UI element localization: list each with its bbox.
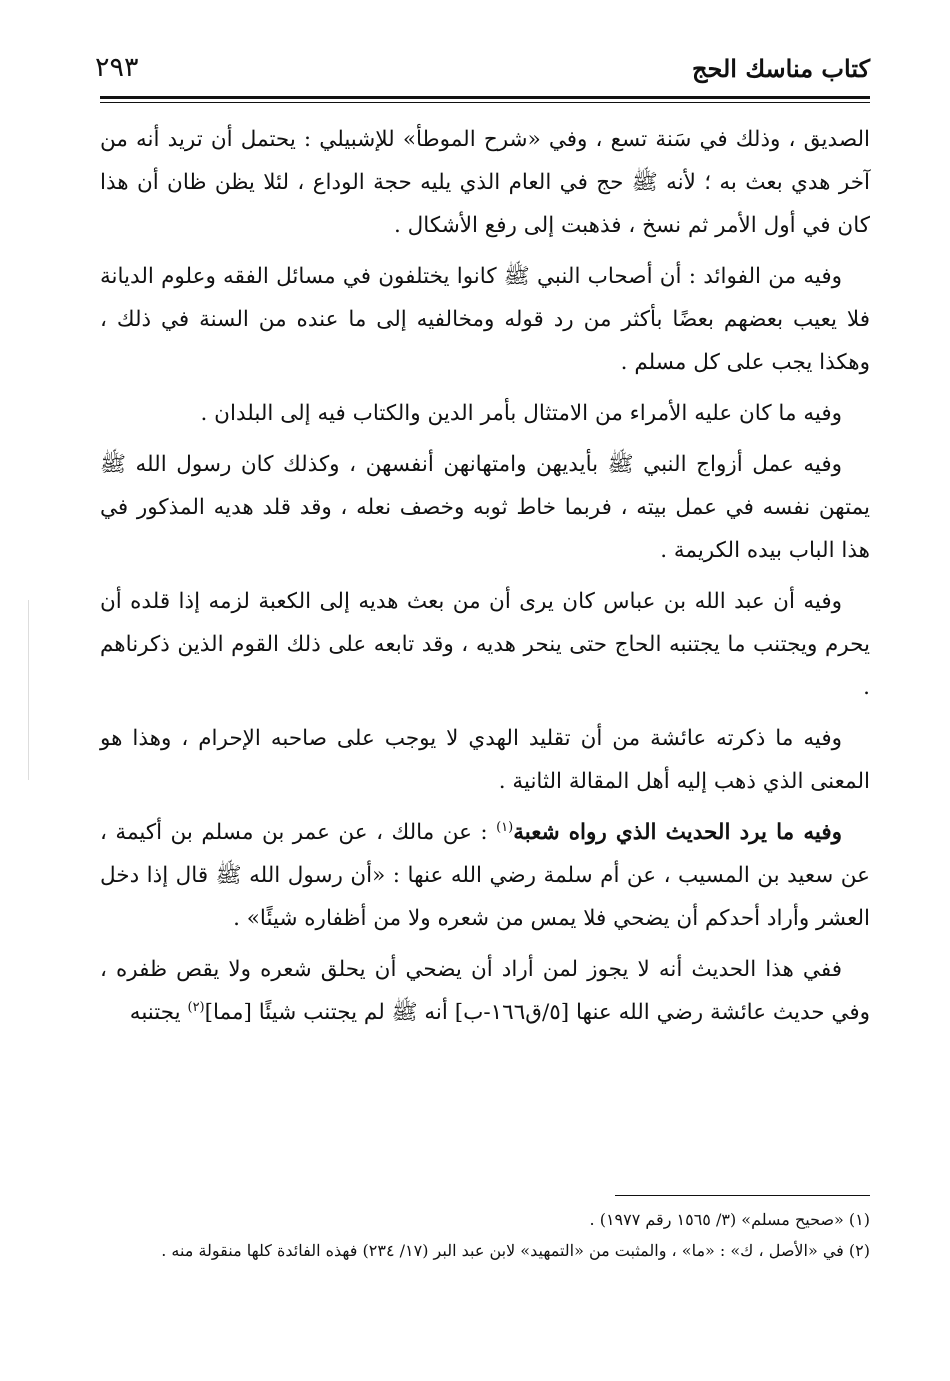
last-paragraph-text: ففي هذا الحديث أنه لا يجوز لمن أراد أن يضحي أن يحلق شعره ولا يقص ظفره ، وفي حديث عائشة رضي الله عنها [٥/ق١٦٦-ب] أنه ﷺ لم يجتنب شيئًا [مما] <box>100 957 870 1025</box>
footnote-marker: (٢) <box>187 999 205 1015</box>
hadith-paragraph <box>100 811 870 940</box>
paragraph: وفيه أن عبد الله بن عباس كان يرى أن من بعث هديه إلى الكعبة لزمه إذا قلده أن يحرم ويجتنب ما يجتنبه الحاج حتى ينحر هديه ، وقد تابعه على ذلك القوم الذين ذكرناهم . <box>100 589 870 700</box>
footnote-marker: (١) <box>496 819 514 835</box>
paragraph: وفيه من الفوائد : أن أصحاب النبي ﷺ كانوا يختلفون في مسائل الفقه وعلوم الديانة فلا يعيب بعضهم بعضًا بأكثر من رد قوله ومخالفيه إلى ما عنده من السنة في ذلك ، وهكذا يجب على كل مسلم . <box>100 264 870 375</box>
header-rule <box>100 96 870 99</box>
scan-edge-line <box>28 600 29 780</box>
page-number: ٢٩٣ <box>95 52 139 83</box>
footnotes <box>100 1204 870 1266</box>
paragraph: وفيه عمل أزواج النبي ﷺ بأيديهن وامتهانهن أنفسهن ، وكذلك كان رسول الله ﷺ يمتهن نفسه في عمل بيته ، فربما خاط ثوبه وخصف نعله ، وقد قلد هديه المذكور في هذا الباب بيده الكريمة . <box>100 452 870 563</box>
paragraph: وفيه ما ذكرته عائشة من أن تقليد الهدي لا يوجب على صاحبه الإحرام ، وهذا هو المعنى الذي ذهب إليه أهل المقالة الثانية . <box>100 726 870 794</box>
page-header <box>95 48 870 98</box>
last-paragraph-tail: يجتنبه <box>129 1000 188 1025</box>
header-rule-thin <box>100 102 870 103</box>
footnote-rule <box>615 1195 870 1196</box>
last-paragraph <box>100 948 870 1034</box>
book-title: كتاب مناسك الحج <box>692 54 870 83</box>
bold-lead-text: وفيه ما يرد الحديث الذي رواه شعبة <box>513 820 842 845</box>
main-text <box>100 118 870 1042</box>
paragraph: وفيه ما كان عليه الأمراء من الامتثال بأمر الدين والكتاب فيه إلى البلدان . <box>200 401 842 426</box>
paragraph: الصديق ، وذلك في سَنة تسع ، وفي «شرح الموطأ» للإشبيلي : يحتمل أن تريد أنه من آخر هدي بعث به ؛ لأنه ﷺ حج في العام الذي يليه حجة الوداع ، لئلا يظن ظان أن هذا كان في أول الأمر ثم نسخ ، فذهبت إلى رفع الأشكال . <box>100 127 870 238</box>
footnote: (١) «صحيح مسلم» (٣/ ١٥٦٥ رقم ١٩٧٧) . <box>589 1210 870 1229</box>
footnote: (٢) في «الأصل ، ك» : «ما» ، والمثبت من «التمهيد» لابن عبد البر (١٧/ ٢٣٤) فهذه الفائدة كلها منقولة منه . <box>161 1241 870 1260</box>
hadith-text: : عن مالك ، عن عمر بن مسلم بن أكيمة ، عن سعيد بن المسيب ، عن أم سلمة رضي الله عنها : «أن رسول الله ﷺ قال إذا دخل العشر وأراد أحدكم أن يضحي فلا يمس من شعره ولا من أظفاره شيئًا» . <box>100 820 870 931</box>
